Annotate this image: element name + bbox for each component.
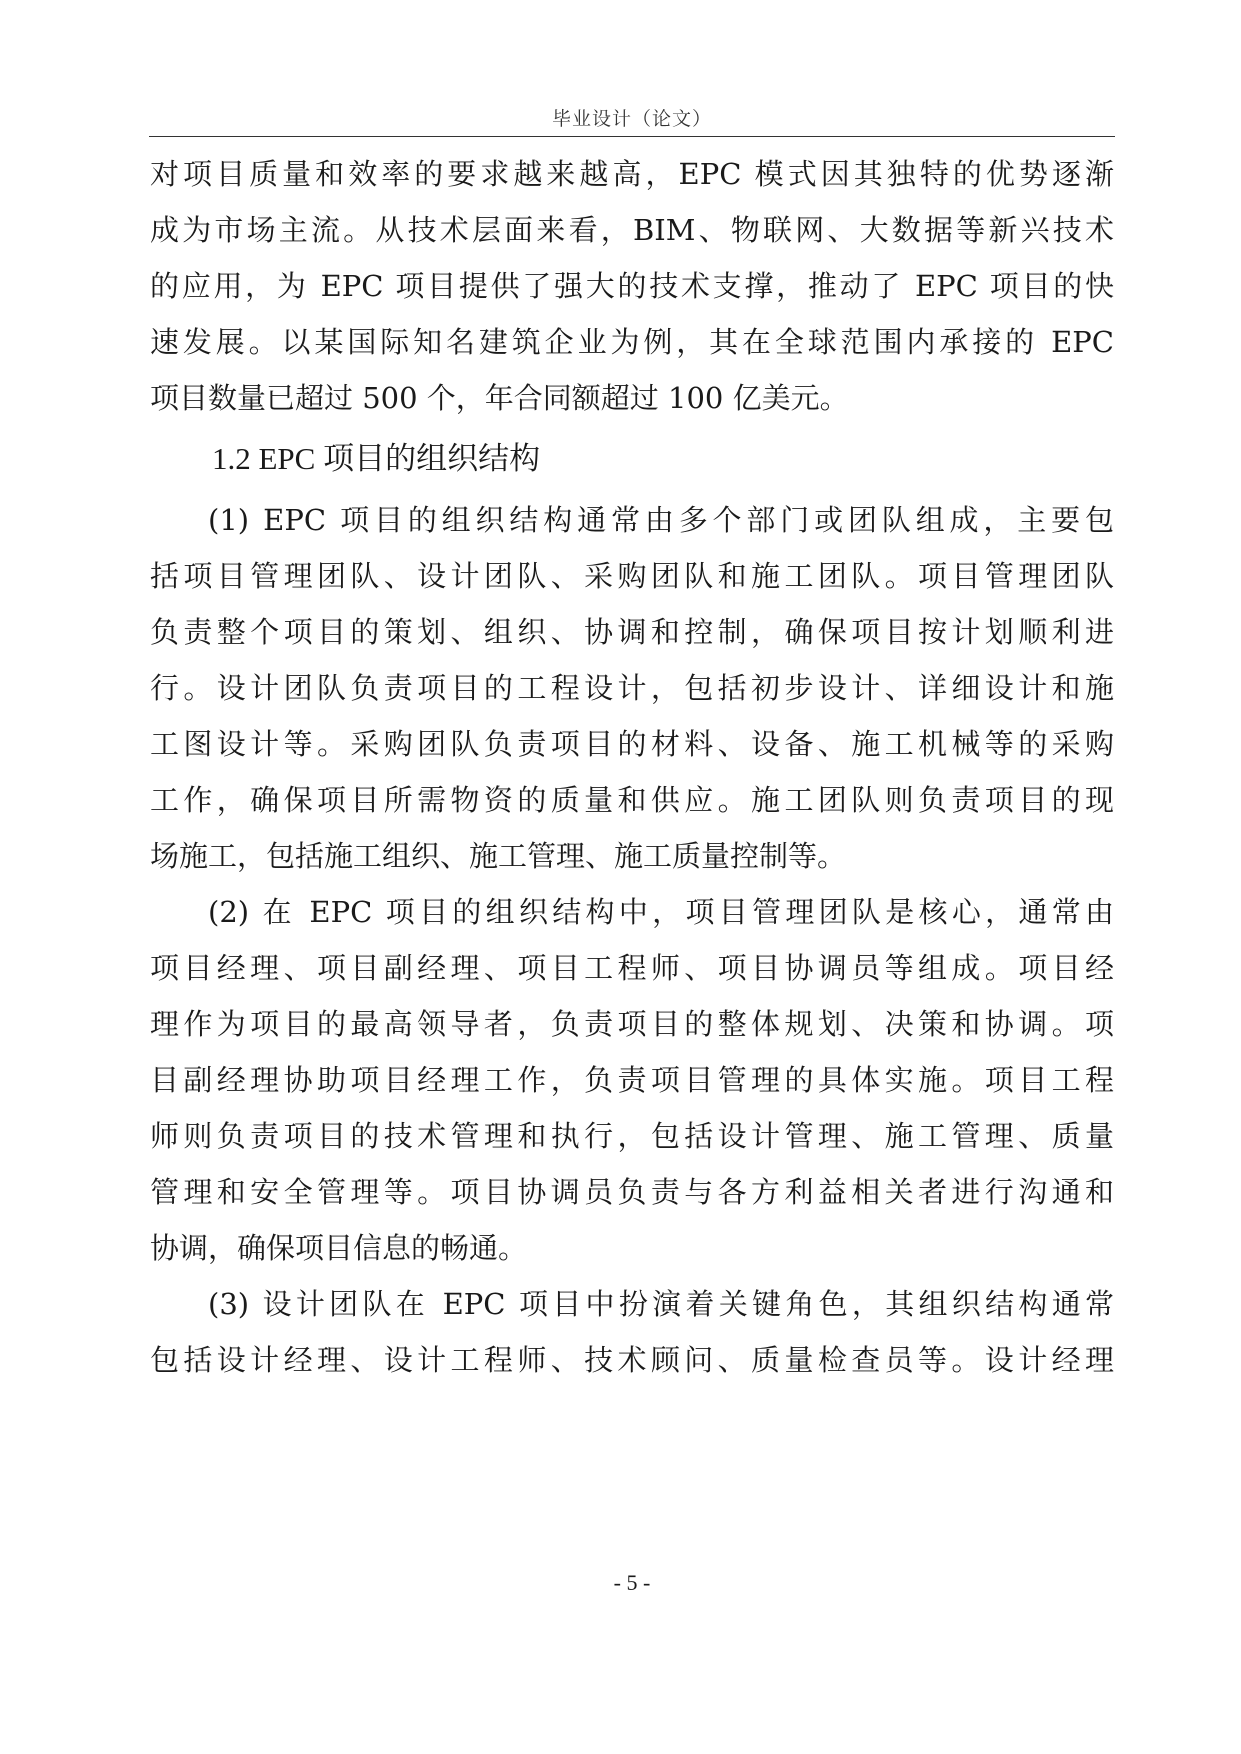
paragraph-2 [150, 884, 1114, 1276]
text-line: 场施工，包括施工组织、施工管理、施工质量控制等。 [150, 839, 847, 873]
text-line: 目副经理协助项目经理工作，负责项目管理的具体实施。项目工程 [150, 1063, 1114, 1097]
text-line: 师则负责项目的技术管理和执行，包括设计管理、施工管理、质量 [150, 1119, 1114, 1153]
paragraph-3 [150, 1276, 1114, 1388]
page-number: - 5 - [613, 1570, 651, 1595]
paragraph-1 [150, 492, 1114, 884]
body-text [150, 146, 1114, 1388]
text-line: (2) 在 EPC 项目的组织结构中，项目管理团队是核心，通常由 [208, 895, 1114, 929]
text-line: 管理和安全管理等。项目协调员负责与各方利益相关者进行沟通和 [150, 1175, 1114, 1209]
text-line: 项目经理、项目副经理、项目工程师、项目协调员等组成。项目经 [150, 951, 1114, 985]
text-line: 括项目管理团队、设计团队、采购团队和施工团队。项目管理团队 [150, 559, 1114, 593]
header-divider [149, 136, 1115, 137]
text-line: (3) 设计团队在 EPC 项目中扮演着关键角色，其组织结构通常 [208, 1287, 1114, 1321]
text-line: 工作，确保项目所需物资的质量和供应。施工团队则负责项目的现 [150, 783, 1114, 817]
text-line: 工图设计等。采购团队负责项目的材料、设备、施工机械等的采购 [150, 727, 1114, 761]
text-line: 理作为项目的最高领导者，负责项目的整体规划、决策和协调。项 [150, 1007, 1114, 1041]
text-line: 项目数量已超过 500 个，年合同额超过 100 亿美元。 [150, 381, 849, 415]
running-header: 毕业设计（论文） [551, 108, 712, 130]
section-heading: 1.2 EPC 项目的组织结构 [212, 441, 541, 476]
text-line: 协调，确保项目信息的畅通。 [150, 1231, 528, 1265]
text-line: 速发展。以某国际知名建筑企业为例，其在全球范围内承接的 EPC [150, 325, 1114, 359]
text-line: 成为市场主流。从技术层面来看，BIM、物联网、大数据等新兴技术 [150, 213, 1114, 247]
paragraph-intro [150, 146, 1114, 426]
text-line: 行。设计团队负责项目的工程设计，包括初步设计、详细设计和施 [150, 671, 1114, 705]
text-line: 负责整个项目的策划、组织、协调和控制，确保项目按计划顺利进 [150, 615, 1114, 649]
text-line: (1) EPC 项目的组织结构通常由多个部门或团队组成，主要包 [208, 503, 1114, 537]
text-line: 对项目质量和效率的要求越来越高，EPC 模式因其独特的优势逐渐 [150, 157, 1114, 191]
text-line: 包括设计经理、设计工程师、技术顾问、质量检查员等。设计经理 [150, 1343, 1114, 1377]
text-line: 的应用，为 EPC 项目提供了强大的技术支撑，推动了 EPC 项目的快 [150, 269, 1114, 303]
